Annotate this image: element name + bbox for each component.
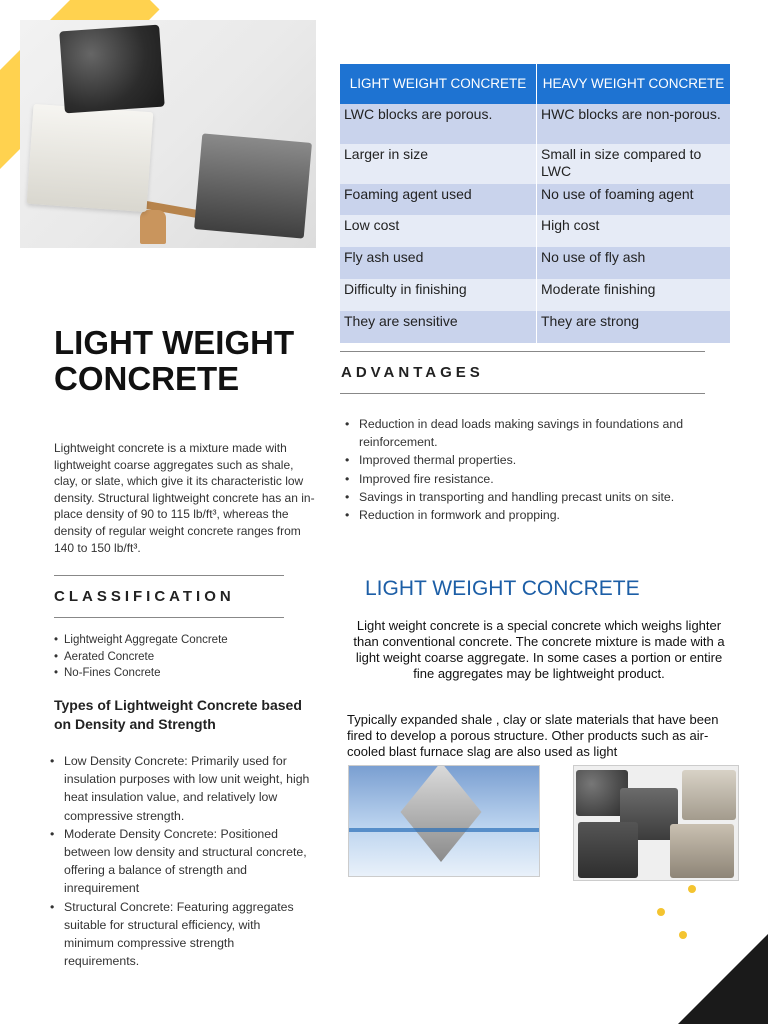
divider xyxy=(340,393,705,394)
table-row xyxy=(340,247,731,279)
table-header-lwc: LIGHT WEIGHT CONCRETE xyxy=(340,64,537,104)
hero-concrete-blocks-image xyxy=(20,20,316,248)
dark-corner-accent xyxy=(678,934,768,1024)
table-cell: Small in size compared to LWC xyxy=(537,144,731,184)
table-cell: Low cost xyxy=(340,215,537,247)
table-row xyxy=(340,144,731,184)
types-list xyxy=(48,752,310,970)
table-cell: No use of fly ash xyxy=(537,247,731,279)
table-cell: They are strong xyxy=(537,311,731,343)
table-row xyxy=(340,215,731,247)
concrete-in-water-image xyxy=(348,765,540,877)
list-item: • Lightweight Aggregate Concrete xyxy=(54,632,314,649)
table-row xyxy=(340,184,731,215)
dark-sample xyxy=(578,822,638,878)
types-heading: Types of Lightweight Concrete based on Density and Strength xyxy=(54,697,302,732)
classification-heading: CLASSIFICATION xyxy=(54,588,235,605)
list-item: • Reduction in formwork and propping. xyxy=(343,506,708,524)
seesaw-fulcrum xyxy=(140,210,166,244)
list-item: • Improved fire resistance. xyxy=(343,470,708,488)
table-cell: High cost xyxy=(537,215,731,247)
light-sample xyxy=(682,770,736,820)
table-cell: Foaming agent used xyxy=(340,184,537,215)
yellow-dot xyxy=(679,931,687,939)
concrete-samples-image xyxy=(573,765,739,881)
list-item: • No-Fines Concrete xyxy=(54,665,314,682)
divider xyxy=(340,351,705,352)
table-cell: No use of foaming agent xyxy=(537,184,731,215)
table-cell: Difficulty in finishing xyxy=(340,279,537,311)
list-item: • Low Density Concrete: Primarily used for insulation purposes with low unit weight, high heat insulation value, and relatively low compressive strength. xyxy=(48,752,310,825)
white-concrete-block xyxy=(27,104,154,212)
page-title: LIGHT WEIGHT CONCRETE xyxy=(54,324,295,397)
divider xyxy=(54,575,284,576)
list-item: • Improved thermal properties. xyxy=(343,451,708,469)
list-item: • Savings in transporting and handling precast units on site. xyxy=(343,488,708,506)
beige-sample xyxy=(670,824,734,878)
table-row xyxy=(340,311,731,343)
table-cell: They are sensitive xyxy=(340,311,537,343)
advantages-list xyxy=(343,415,708,524)
table-header-hwc: HEAVY WEIGHT CONCRETE xyxy=(537,64,731,104)
comparison-table xyxy=(340,64,731,343)
water-surface xyxy=(349,828,539,832)
infobox-paragraph: Typically expanded shale , clay or slate materials that have been fired to develop a porous structure. Other products such as air-cooled blast furnace slag are also used as light xyxy=(347,712,719,759)
porous-concrete-block xyxy=(59,25,164,114)
table-cell: Fly ash used xyxy=(340,247,537,279)
yellow-dot xyxy=(657,908,665,916)
table-cell: Larger in size xyxy=(340,144,537,184)
table-cell: LWC blocks are porous. xyxy=(340,104,537,144)
table-cell: HWC blocks are non-porous. xyxy=(537,104,731,144)
list-item: • Aerated Concrete xyxy=(54,649,314,666)
table-row xyxy=(340,104,731,144)
list-item: • Structural Concrete: Featuring aggregates suitable for structural efficiency, with minimum compressive strength requirements. xyxy=(48,898,310,971)
infobox-paragraph: Light weight concrete is a special concrete which weighs lighter than conventional concrete. The concrete mixture is made with a light weight coarse aggregate. In some cases a portion or entire fine aggregates may be lightweight product. xyxy=(353,618,725,681)
intro-paragraph: Lightweight concrete is a mixture made with lightweight coarse aggregates such as shale, clay, or slate, which give it its characteristic low density. Structural lightweight concrete has an in-place density of 90 to 115 lb/ft³, whereas the density of regular weight concrete ranges from 140 to 150 lb/ft³. xyxy=(54,441,315,555)
table-header-row xyxy=(340,64,731,104)
classification-list xyxy=(54,632,314,682)
floating-cube xyxy=(401,765,482,862)
yellow-dot xyxy=(688,885,696,893)
table-cell: Moderate finishing xyxy=(537,279,731,311)
list-item: • Moderate Density Concrete: Positioned between low density and structural concrete, offering a balance of strength and inrequirement xyxy=(48,825,310,898)
advantages-heading: ADVANTAGES xyxy=(341,364,484,381)
heavy-concrete-block xyxy=(194,133,312,238)
list-item: • Reduction in dead loads making savings in foundations and reinforcement. xyxy=(343,415,708,451)
table-row xyxy=(340,279,731,311)
divider xyxy=(54,617,284,618)
infobox-title: LIGHT WEIGHT CONCRETE xyxy=(365,577,640,600)
